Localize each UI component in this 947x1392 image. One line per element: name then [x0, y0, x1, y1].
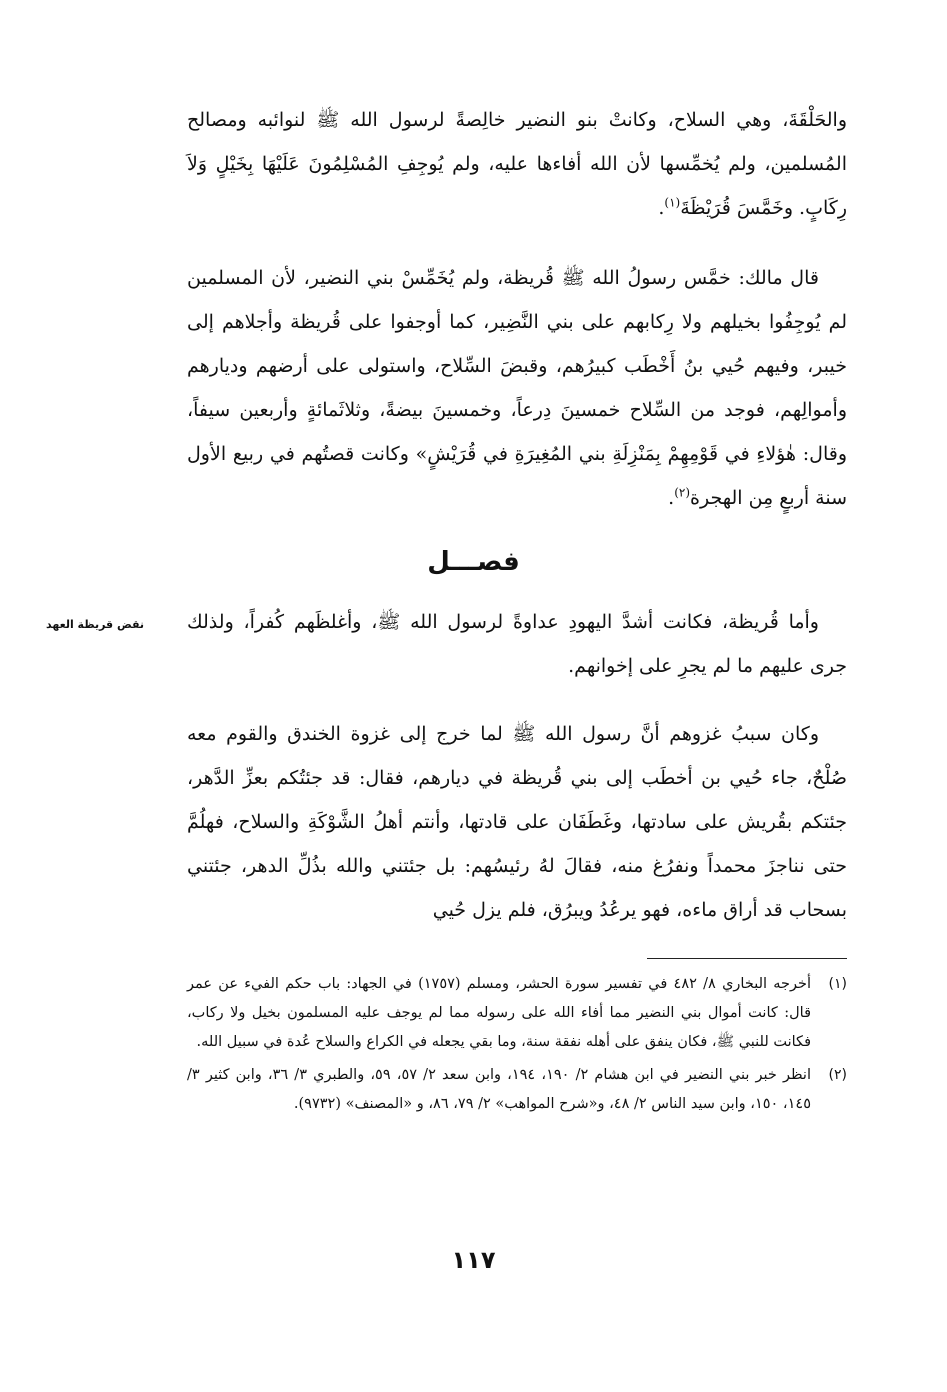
paragraph-3	[187, 600, 847, 688]
footnote-ref-2[interactable]: (٢)	[674, 485, 691, 500]
footnote-1	[187, 970, 847, 1057]
paragraph-1-text: والحَلْقَةَ، وهي السلاح، وكانتْ بنو النضير خالِصةً لرسول الله ﷺ لنوائبه ومصالح المُسلمين، ولم يُخمِّسها لأن الله أفاءها عليه، ولم يُوجِفِ المُسْلِمُونَ عَلَيْهَا بِخَيْلٍ وَلاَ رِكَابٍ. وخَمَّسَ قُرَيْظَةَ	[187, 109, 847, 219]
footnote-number: (٢)	[828, 1067, 847, 1083]
paragraph-2	[187, 256, 847, 520]
paragraph-2-end: .	[668, 487, 675, 509]
paragraph-4	[187, 712, 847, 932]
paragraph-1-end: .	[658, 197, 665, 219]
page-number: ١١٧	[451, 1246, 496, 1274]
paragraph-3-text: وأما قُريظة، فكانت أشدَّ اليهودِ عداوةً لرسول الله ﷺ، وأغلظَهم كُفراً، ولذلك جرى عليهم ما لم يجرِ على إخوانهم.	[187, 611, 847, 677]
footnote-text: أخرجه البخاري ٨/ ٤٨٢ في تفسير سورة الحشر، ومسلم (١٧٥٧) في الجهاد: باب حكم الفيء عن عمر قال: كانت أموال بني النضير مما أفاء الله على رسوله مما لم يوجف عليه المسلمون بخيل ولا ركاب، فكانت للنبي ﷺ، فكان ينفق على أهله نفقة سنة، وما بقي يجعله في الكراع والسلاح عُدة في سبيل الله.	[187, 976, 812, 1050]
paragraph-1	[187, 98, 847, 230]
paragraph-4-text: وكان سببُ غزوهم أنَّ رسول الله ﷺ لما خرج إلى غزوة الخندق والقوم معه صُلْحٌ، جاء حُيي بن أخطَب إلى بني قُريظة في ديارهم، فقال: قد جئتُكم بعزِّ الدَّهر، جئتكم بقُريش على سادتها، وغَطَفَان على قادتها، وأنتم أهلُ الشَّوْكَةِ والسلاح، فهلُمَّ حتى نناجزَ محمداً ونفرُغ منه، فقالَ لهُ رئيسُهم: بل جئتني والله بذُلِّ الدهر، جئتني بسحاب قد أراق ماءه، فهو يرعُدُ ويبرُق، فلم يزل حُيي	[187, 723, 847, 921]
section-heading: فصـــل	[427, 547, 520, 577]
paragraph-2-text: قال مالك: خمَّس رسولُ الله ﷺ قُريظة، ولم يُخَمِّسْ بني النضير، لأن المسلمين لم يُوجِفُوا بخيلهم ولا رِكابهم على بني النَّضِير، كما أوجفوا على قُريظة وأجلاهم إلى خيبر، وفيهم حُيي بنُ أَخْطَب كبيرُهم، وقبضَ السِّلاح، واستولى على أرضهم وديارهم وأموالِهم، فوجد من السِّلاح خمسينَ دِرعاً، وخمسينَ بيضةً، وثلاثَمائةٍ وأربعين سيفاً، وقال: هٰؤلاءِ في قَوْمِهِمْ بِمَنْزِلَةِ بني المُغِيرَةِ في قُرَيْشٍ» وكانت قصتُهم في ربيع الأول سنة أربعٍ مِن الهجرة	[187, 267, 847, 509]
margin-note: نقض قريظة العهد	[46, 618, 145, 631]
footnote-ref-1[interactable]: (١)	[664, 195, 681, 210]
footnote-2	[187, 1061, 847, 1119]
footnote-divider	[647, 958, 847, 959]
footnote-text: انظر خبر بني النضير في ابن هشام ٢/ ١٩٠، ١٩٤، وابن سعد ٢/ ٥٧، ٥٩، والطبري ٣/ ٣٦، وابن كثير ٣/ ١٤٥، ١٥٠، وابن سيد الناس ٢/ ٤٨، و«شرح المواهب» ٢/ ٧٩، ٨٦، و «المصنف» (٩٧٣٢).	[187, 1067, 811, 1112]
footnotes	[187, 970, 847, 1123]
footnote-number: (١)	[828, 976, 847, 992]
